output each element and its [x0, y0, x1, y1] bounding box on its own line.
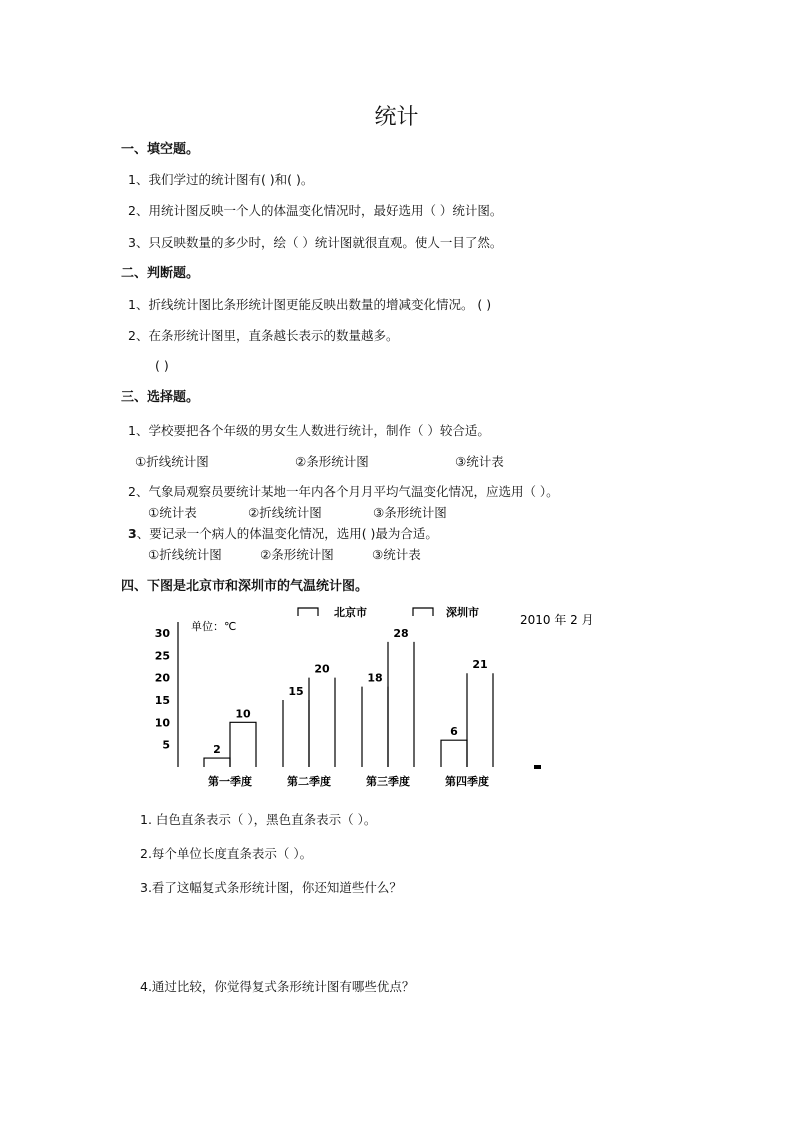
data-label-0-0: 2: [213, 743, 221, 757]
section-2-heading: 二、判断题。: [121, 266, 200, 281]
page-title: 统计: [374, 105, 419, 130]
data-label-1-2: 28: [393, 626, 409, 640]
x-label-0: 第一季度: [208, 775, 252, 788]
question-3-3-option-2: ②条形统计图: [260, 547, 334, 562]
question-3-3-option-1: ①折线统计图: [148, 547, 222, 562]
question-2-2-blank: ( ): [155, 358, 169, 373]
question-3-3-option-3: ③统计表: [372, 547, 421, 562]
legend-swatch-beijing: [298, 608, 318, 616]
y-tick-20: 20: [154, 671, 170, 685]
chart-unit: 单位：℃: [191, 620, 237, 633]
bar-0-3: [441, 740, 467, 767]
question-3-1-option-3: ③统计表: [455, 454, 504, 469]
data-label-0-3: 6: [450, 725, 458, 739]
x-label-2: 第三季度: [366, 775, 410, 788]
y-tick-5: 5: [162, 738, 170, 752]
bar-0-0: [204, 758, 230, 767]
chart-date: 2010 年 2 月: [520, 613, 594, 627]
question-3-1-option-1: ①折线统计图: [135, 454, 209, 469]
question-3-3-number: 3: [128, 526, 137, 541]
question-4-2: 2.每个单位长度直条表示（ ）。: [140, 846, 313, 861]
y-tick-15: 15: [154, 694, 170, 707]
data-label-0-1: 15: [288, 685, 304, 698]
question-3-1-option-2: ②条形统计图: [295, 454, 369, 469]
data-label-1-0: 10: [235, 707, 251, 721]
section-4-heading: 四、下图是北京市和深圳市的气温统计图。: [121, 579, 369, 594]
question-3-2-option-3: ③条形统计图: [373, 505, 447, 520]
data-label-0-2: 18: [367, 671, 383, 685]
question-4-1: 1. 白色直条表示（ ），黑色直条表示（ ）。: [140, 812, 377, 827]
question-3-2-option-2: ②折线统计图: [248, 505, 322, 520]
bar-1-0: [230, 722, 256, 767]
question-3-3-text: 、要记录一个病人的体温变化情况，选用( )最为合适。: [136, 526, 438, 541]
question-4-3: 3.看了这幅复式条形统计图，你还知道些什么？: [140, 880, 402, 895]
stray-mark: [534, 765, 541, 769]
question-4-4: 4.通过比较，你觉得复式条形统计图有哪些优点？: [140, 979, 415, 994]
bar-1-3: [467, 673, 493, 767]
bar-1-2: [388, 642, 414, 767]
x-label-1: 第二季度: [287, 775, 331, 788]
y-tick-10: 10: [154, 716, 170, 730]
question-2-1: 1、折线统计图比条形统计图更能反映出数量的增减变化情况。 ( ): [128, 297, 492, 312]
section-1-heading: 一、填空题。: [121, 142, 200, 157]
bar-1-1: [309, 678, 335, 767]
x-label-3: 第四季度: [445, 775, 489, 788]
legend-label-shenzhen: 深圳市: [446, 606, 479, 619]
question-1-1: 1、我们学过的统计图有( )和( )。: [128, 172, 314, 187]
question-1-3: 3、只反映数量的多少时，绘（ ）统计图就很直观。使人一目了然。: [128, 235, 503, 250]
data-label-1-1: 20: [314, 662, 330, 676]
bar-0-1: [283, 700, 309, 767]
question-1-2: 2、用统计图反映一个人的体温变化情况时，最好选用（ ）统计图。: [128, 203, 503, 218]
legend-label-beijing: 北京市: [334, 606, 367, 619]
question-3-2-option-1: ①统计表: [148, 505, 197, 520]
question-2-2: 2、在条形统计图里，直条越长表示的数量越多。: [128, 328, 399, 343]
data-label-1-3: 21: [472, 658, 488, 672]
y-tick-25: 25: [154, 649, 170, 663]
legend-swatch-shenzhen: [413, 608, 433, 616]
bar-0-2: [362, 687, 388, 767]
y-tick-30: 30: [154, 627, 170, 640]
section-3-heading: 三、选择题。: [121, 390, 200, 405]
question-3-1: 1、学校要把各个年级的男女生人数进行统计，制作（ ）较合适。: [128, 423, 490, 438]
question-3-2: 2、气象局观察员要统计某地一年内各个月月平均气温变化情况，应选用（ ）。: [128, 484, 559, 499]
